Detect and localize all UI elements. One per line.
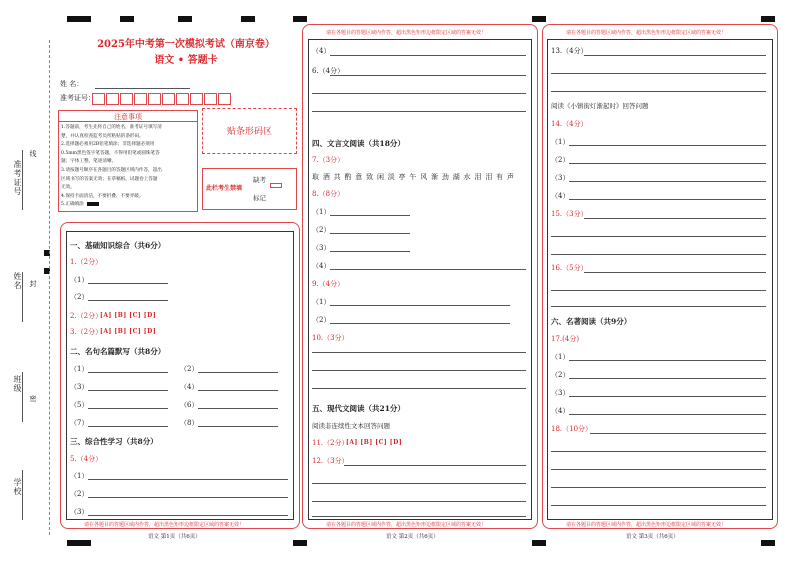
q5-sub: （2） (70, 490, 89, 498)
timing-mark (67, 540, 91, 546)
notice-items (61, 124, 197, 210)
sidebar-underline (22, 272, 23, 322)
q9-answer-line[interactable] (330, 305, 510, 306)
sidebar-label-secret: 密 (29, 395, 37, 403)
absent-lack: 缺考 (253, 176, 266, 184)
q14-sub: （3） (551, 174, 570, 182)
exam-title: 2025年中考第一次模拟考试（南京卷） (97, 39, 275, 50)
q15-answer-line[interactable] (551, 254, 766, 255)
q6-answer-line[interactable] (330, 75, 526, 76)
q1-label: 1.（2分） (70, 258, 103, 266)
panel1-answer-area (66, 231, 294, 520)
timing-mark (293, 540, 307, 546)
q14-answer-line[interactable] (569, 199, 766, 200)
q14-answer-line[interactable] (569, 163, 766, 164)
q14-sub: （2） (551, 156, 570, 164)
timing-mark (120, 16, 134, 22)
q4-sub: （6） (180, 401, 199, 409)
id-label: 准考证号： (60, 94, 95, 102)
q5-sub: （1） (70, 472, 89, 480)
q7-label: 7.（3分） (312, 156, 345, 164)
q14-sub: （1） (551, 138, 570, 146)
q5-answer-line[interactable] (88, 497, 288, 498)
q3-label: 3.（2分） (70, 328, 103, 336)
q14-label: 14.（4分） (551, 120, 588, 128)
q16-answer-line[interactable] (551, 290, 766, 291)
timing-mark (532, 16, 546, 22)
q4-answer-line[interactable] (198, 426, 278, 427)
q4-answer-line[interactable] (88, 426, 168, 427)
q8-sub: （1） (312, 208, 331, 216)
sidebar-label-id: 准考证号 (13, 160, 22, 196)
q4-sub: （5） (70, 401, 89, 409)
q4-answer-line[interactable] (88, 408, 168, 409)
page-footer: 语文 第3页（共6页） (626, 534, 679, 540)
notice-item: 4.保持卡面清洁，不要折叠、不要弄破。 (61, 193, 144, 199)
q17-sub: （2） (551, 371, 570, 379)
q12-answer-line[interactable] (312, 501, 526, 502)
sidebar-label-line: 线 (29, 150, 37, 158)
sidebar-underline (22, 150, 23, 210)
q4-answer-line[interactable] (198, 372, 278, 373)
q2-options[interactable]: [A] [B] [C] [D] (100, 312, 157, 319)
section-title-6: 六、名著阅读（共9分） (551, 317, 632, 326)
id-cell[interactable] (190, 93, 203, 105)
q9-sub: （2） (312, 316, 331, 324)
section-title-5: 五、现代文阅读（共21分） (312, 404, 405, 413)
fill-sample-mark (87, 202, 99, 206)
timing-mark (67, 16, 91, 22)
q18-answer-line[interactable] (551, 505, 766, 506)
panel2-warning-top: 请在各题目的答题区域内作答，超出黑色矩形边框限定区域的答案无效！ (326, 30, 487, 36)
sidebar-label-class: 班级 (13, 375, 22, 393)
q15-label: 15.（3分） (551, 210, 588, 218)
q5-answer-line[interactable] (88, 515, 288, 516)
panel3-warning-bottom: 请在各题目的答题区域内作答，超出黑色矩形边框限定区域的答案无效！ (566, 522, 727, 528)
timing-mark (532, 540, 546, 546)
q18-label: 18.（10分） (551, 425, 593, 433)
notice-item: 0.5mm黑色签字笔答题，不得用铅笔或圆珠笔答 (61, 150, 160, 156)
sidebar-label-school: 学校 (13, 478, 22, 496)
timing-mark (241, 16, 255, 22)
absent-label: 此栏考生禁填 (206, 185, 243, 192)
q12-answer-line[interactable] (344, 465, 526, 466)
page-footer: 语文 第1页（共6页） (148, 534, 201, 540)
q16-answer-line[interactable] (584, 272, 766, 273)
q12-label: 12.（3分） (312, 457, 349, 465)
q15-answer-line[interactable] (551, 236, 766, 237)
q8-label: 8.（8分） (312, 190, 345, 198)
timing-mark (178, 16, 192, 22)
q16-label: 16.（5分） (551, 264, 588, 272)
panel1-warning: 请在各题目的答题区域内作答，超出黑色矩形边框限定区域的答案无效！ (84, 522, 245, 528)
q10-answer-line[interactable] (312, 370, 526, 371)
name-label: 姓 名： (60, 80, 84, 88)
q9-label: 9.（4分） (312, 280, 345, 288)
absent-checkbox[interactable] (270, 183, 282, 188)
binding-dashed-line (49, 40, 50, 535)
barcode-label: 贴条形码区 (226, 127, 272, 137)
q4-sub: （8） (180, 419, 199, 427)
q4-sub: （2） (180, 365, 199, 373)
q12-answer-line[interactable] (312, 516, 526, 517)
q9-sub: （1） (312, 298, 331, 306)
id-input-cells[interactable] (92, 90, 232, 109)
q17-answer-line[interactable] (569, 360, 766, 361)
page-footer: 语文 第2页（共6页） (386, 534, 439, 540)
answer-line[interactable] (330, 55, 526, 56)
q17-answer-line[interactable] (569, 414, 766, 415)
section-title-4: 四、文言文阅读（共18分） (312, 139, 405, 148)
q16-answer-line[interactable] (551, 306, 766, 307)
timing-mark (761, 540, 775, 546)
notice-title: 注意事项 (114, 113, 142, 121)
q4-answer-line[interactable] (198, 390, 278, 391)
q12-answer-line[interactable] (312, 483, 526, 484)
q8-answer-line[interactable] (330, 215, 410, 216)
q14-answer-line[interactable] (569, 181, 766, 182)
sidebar-underline (22, 470, 23, 520)
q3-options[interactable]: [A] [B] [C] [D] (100, 328, 157, 335)
q2-label: 2.（2分） (70, 312, 103, 320)
absent-mark: 标记 (253, 194, 266, 202)
q6-answer-line[interactable] (312, 93, 526, 94)
section-title-3: 三、综合性学习（共8分） (70, 437, 158, 446)
q18-answer-line[interactable] (590, 433, 766, 434)
id-cell[interactable] (120, 93, 133, 105)
panel3-warning-top: 请在各题目的答题区域内作答，超出黑色矩形边框限定区域的答案无效！ (566, 30, 727, 36)
section-title-1: 一、基础知识综合（共6分） (70, 241, 166, 250)
timing-mark (761, 16, 775, 22)
q8-answer-line[interactable] (330, 251, 410, 252)
id-cell[interactable] (106, 93, 119, 105)
q8-sub: （2） (312, 226, 331, 234)
notice-item: 楚，并认真检查监考员所粘贴的条形码。 (61, 133, 144, 139)
sidebar-underline (22, 372, 23, 422)
q13-answer-line[interactable] (551, 73, 766, 74)
q18-answer-line[interactable] (551, 487, 766, 488)
notice-item: 无效。 (61, 185, 75, 191)
q4-cont-label: （4） (312, 47, 331, 55)
q8-sub: （4） (312, 262, 331, 270)
notice-item: 2.选择题必须用2B铅笔填涂；非选择题必须用 (61, 142, 155, 148)
notice-title-underline (58, 121, 198, 122)
q4-sub: （3） (70, 383, 89, 391)
notice-item: 区域书写的答案无效；在草稿纸、试题卷上答题 (61, 176, 158, 182)
q6-label: 6.（4分） (312, 67, 345, 75)
q1-sub2: （2） (70, 293, 89, 301)
q10-answer-line[interactable] (312, 388, 526, 389)
read-label-2: 阅读《小镇街灯渐起时》回答问题 (551, 102, 649, 110)
q17-sub: （4） (551, 407, 570, 415)
id-cell[interactable] (148, 93, 161, 105)
q4-answer-line[interactable] (88, 390, 168, 391)
section-title-2: 二、名句名篇默写（共8分） (70, 347, 166, 356)
read-label-1: 阅读非连续性文本回答问题 (312, 422, 390, 430)
q13-answer-line[interactable] (584, 55, 766, 56)
q15-answer-line[interactable] (584, 218, 766, 219)
q10-answer-line[interactable] (312, 352, 526, 353)
id-cell[interactable] (204, 93, 217, 105)
q5-sub: （3） (70, 508, 89, 516)
id-cell[interactable] (218, 93, 231, 105)
id-cell[interactable] (92, 93, 105, 105)
subject-title: 语文 • 答题卡 (154, 55, 218, 66)
q17-sub: （1） (551, 353, 570, 361)
q13-answer-line[interactable] (551, 91, 766, 92)
name-input-line[interactable] (95, 88, 190, 89)
q18-answer-line[interactable] (551, 469, 766, 470)
q4-sub: （7） (70, 419, 89, 427)
q13-label: 13.（4分） (551, 47, 588, 55)
q14-sub: （4） (551, 192, 570, 200)
id-cell[interactable] (176, 93, 189, 105)
notice-item: 1.答题前，考生先将自己的姓名，准考证号填写清 (61, 125, 162, 130)
q18-answer-line[interactable] (551, 451, 766, 452)
q8-answer-line[interactable] (330, 233, 410, 234)
q7-chars[interactable]: 取 酒 共 酌 意 致 闲 淡 亭 午 风 渐 劲 湖 水 泪 泪 有 声 (312, 173, 515, 181)
id-cell[interactable] (134, 93, 147, 105)
q17-label: 17.(4分) (551, 335, 580, 343)
q8-sub: （3） (312, 244, 331, 252)
q1-answer-line[interactable] (88, 283, 168, 284)
q4-sub: （4） (180, 383, 199, 391)
timing-mark (293, 16, 307, 22)
q11-options[interactable]: [A] [B] [C] [D] (346, 439, 403, 446)
q17-answer-line[interactable] (569, 378, 766, 379)
panel2-warning-bottom: 请在各题目的答题区域内作答，超出黑色矩形边框限定区域的答案无效！ (326, 522, 487, 528)
q4-answer-line[interactable] (198, 408, 278, 409)
q1-sub1: （1） (70, 276, 89, 284)
panel3-answer-area (547, 39, 773, 520)
q6-answer-line[interactable] (312, 111, 526, 112)
q5-label: 5.（4分） (70, 455, 103, 463)
q17-sub: （3） (551, 389, 570, 397)
q10-label: 10.（3分） (312, 334, 349, 342)
sidebar-label-name: 姓名 (13, 272, 22, 290)
q17-answer-line[interactable] (569, 396, 766, 397)
id-cell[interactable] (162, 93, 175, 105)
notice-item: 题；字体工整、笔迹清晰。 (61, 159, 117, 165)
q4-sub: （1） (70, 365, 89, 373)
sidebar-label-seal: 封 (29, 280, 37, 288)
q9-answer-line[interactable] (330, 323, 510, 324)
q4-answer-line[interactable] (88, 372, 168, 373)
q11-label: 11.（2分） (312, 439, 349, 447)
notice-item-fill (61, 201, 197, 210)
q5-answer-line[interactable] (88, 479, 288, 480)
notice-item: 3.请按题号顺序在各题目的答题区域内作答，超出 (61, 167, 162, 173)
q1-answer-line[interactable] (88, 300, 168, 301)
q14-answer-line[interactable] (569, 145, 766, 146)
notice-item: 5.正确填涂 (61, 202, 84, 208)
q8-answer-line[interactable] (330, 269, 526, 270)
